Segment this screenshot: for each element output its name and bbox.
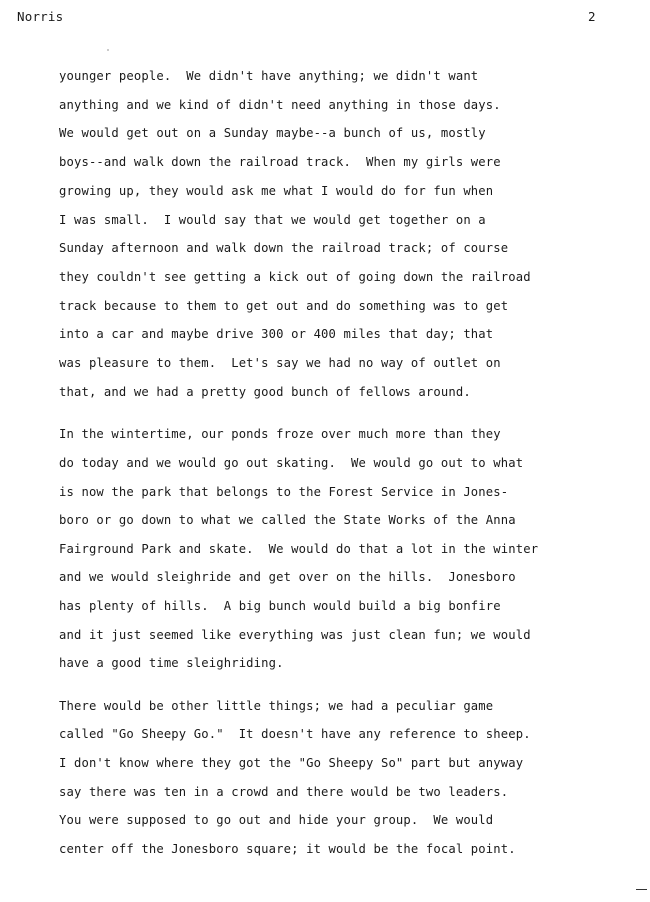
text-line: track because to them to get out and do something was to get [59,298,509,313]
paragraph-1 [59,62,619,406]
text-line: anything and we kind of didn't need anything in those days. [59,97,501,112]
text-line: do today and we would go out skating. We would go out to what [59,456,524,471]
paragraph-2 [59,420,619,677]
text-line: was pleasure to them. Let's say we had no way of outlet on [59,356,501,371]
text-line: There would be other little things; we had a peculiar game [59,698,494,713]
text-line: In the wintertime, our ponds froze over much more than they [59,427,501,442]
text-line: Fairground Park and skate. We would do that a lot in the winter [59,541,539,556]
scan-speck [107,49,109,51]
text-line: that, and we had a pretty good bunch of fellows around. [59,384,471,399]
body-text [59,62,619,877]
text-line: is now the park that belongs to the Forest Service in Jones- [59,484,509,499]
text-line: I was small. I would say that we would get together on a [59,212,486,227]
text-line: and it just seemed like everything was just clean fun; we would [59,627,531,642]
header-name: Norris [17,9,64,24]
text-line: have a good time sleighriding. [59,656,284,671]
text-line: I don't know where they got the "Go Sheepy So" part but anyway [59,755,524,770]
text-line: center off the Jonesboro square; it would be the focal point. [59,841,516,856]
paragraph-3 [59,692,619,864]
text-line: boro or go down to what we called the State Works of the Anna [59,513,516,528]
text-line: into a car and maybe drive 300 or 400 miles that day; that [59,327,494,342]
text-line: boys--and walk down the railroad track. When my girls were [59,155,501,170]
text-line: they couldn't see getting a kick out of going down the railroad [59,269,531,284]
text-line: has plenty of hills. A big bunch would build a big bonfire [59,599,501,613]
text-line: called "Go Sheepy Go." It doesn't have any reference to sheep. [59,727,531,742]
text-line: younger people. We didn't have anything; we didn't want [59,69,479,83]
text-line: Sunday afternoon and walk down the railroad track; of course [59,241,509,256]
text-line: We would get out on a Sunday maybe--a bunch of us, mostly [59,126,486,141]
text-line: You were supposed to go out and hide your group. We would [59,813,494,828]
text-line: growing up, they would ask me what I would do for fun when [59,183,494,198]
page-number: 2 [588,9,596,24]
text-line: and we would sleighride and get over on the hills. Jonesboro [59,570,516,585]
text-line: say there was ten in a crowd and there would be two leaders. [59,784,509,799]
page-corner-mark [636,889,647,890]
